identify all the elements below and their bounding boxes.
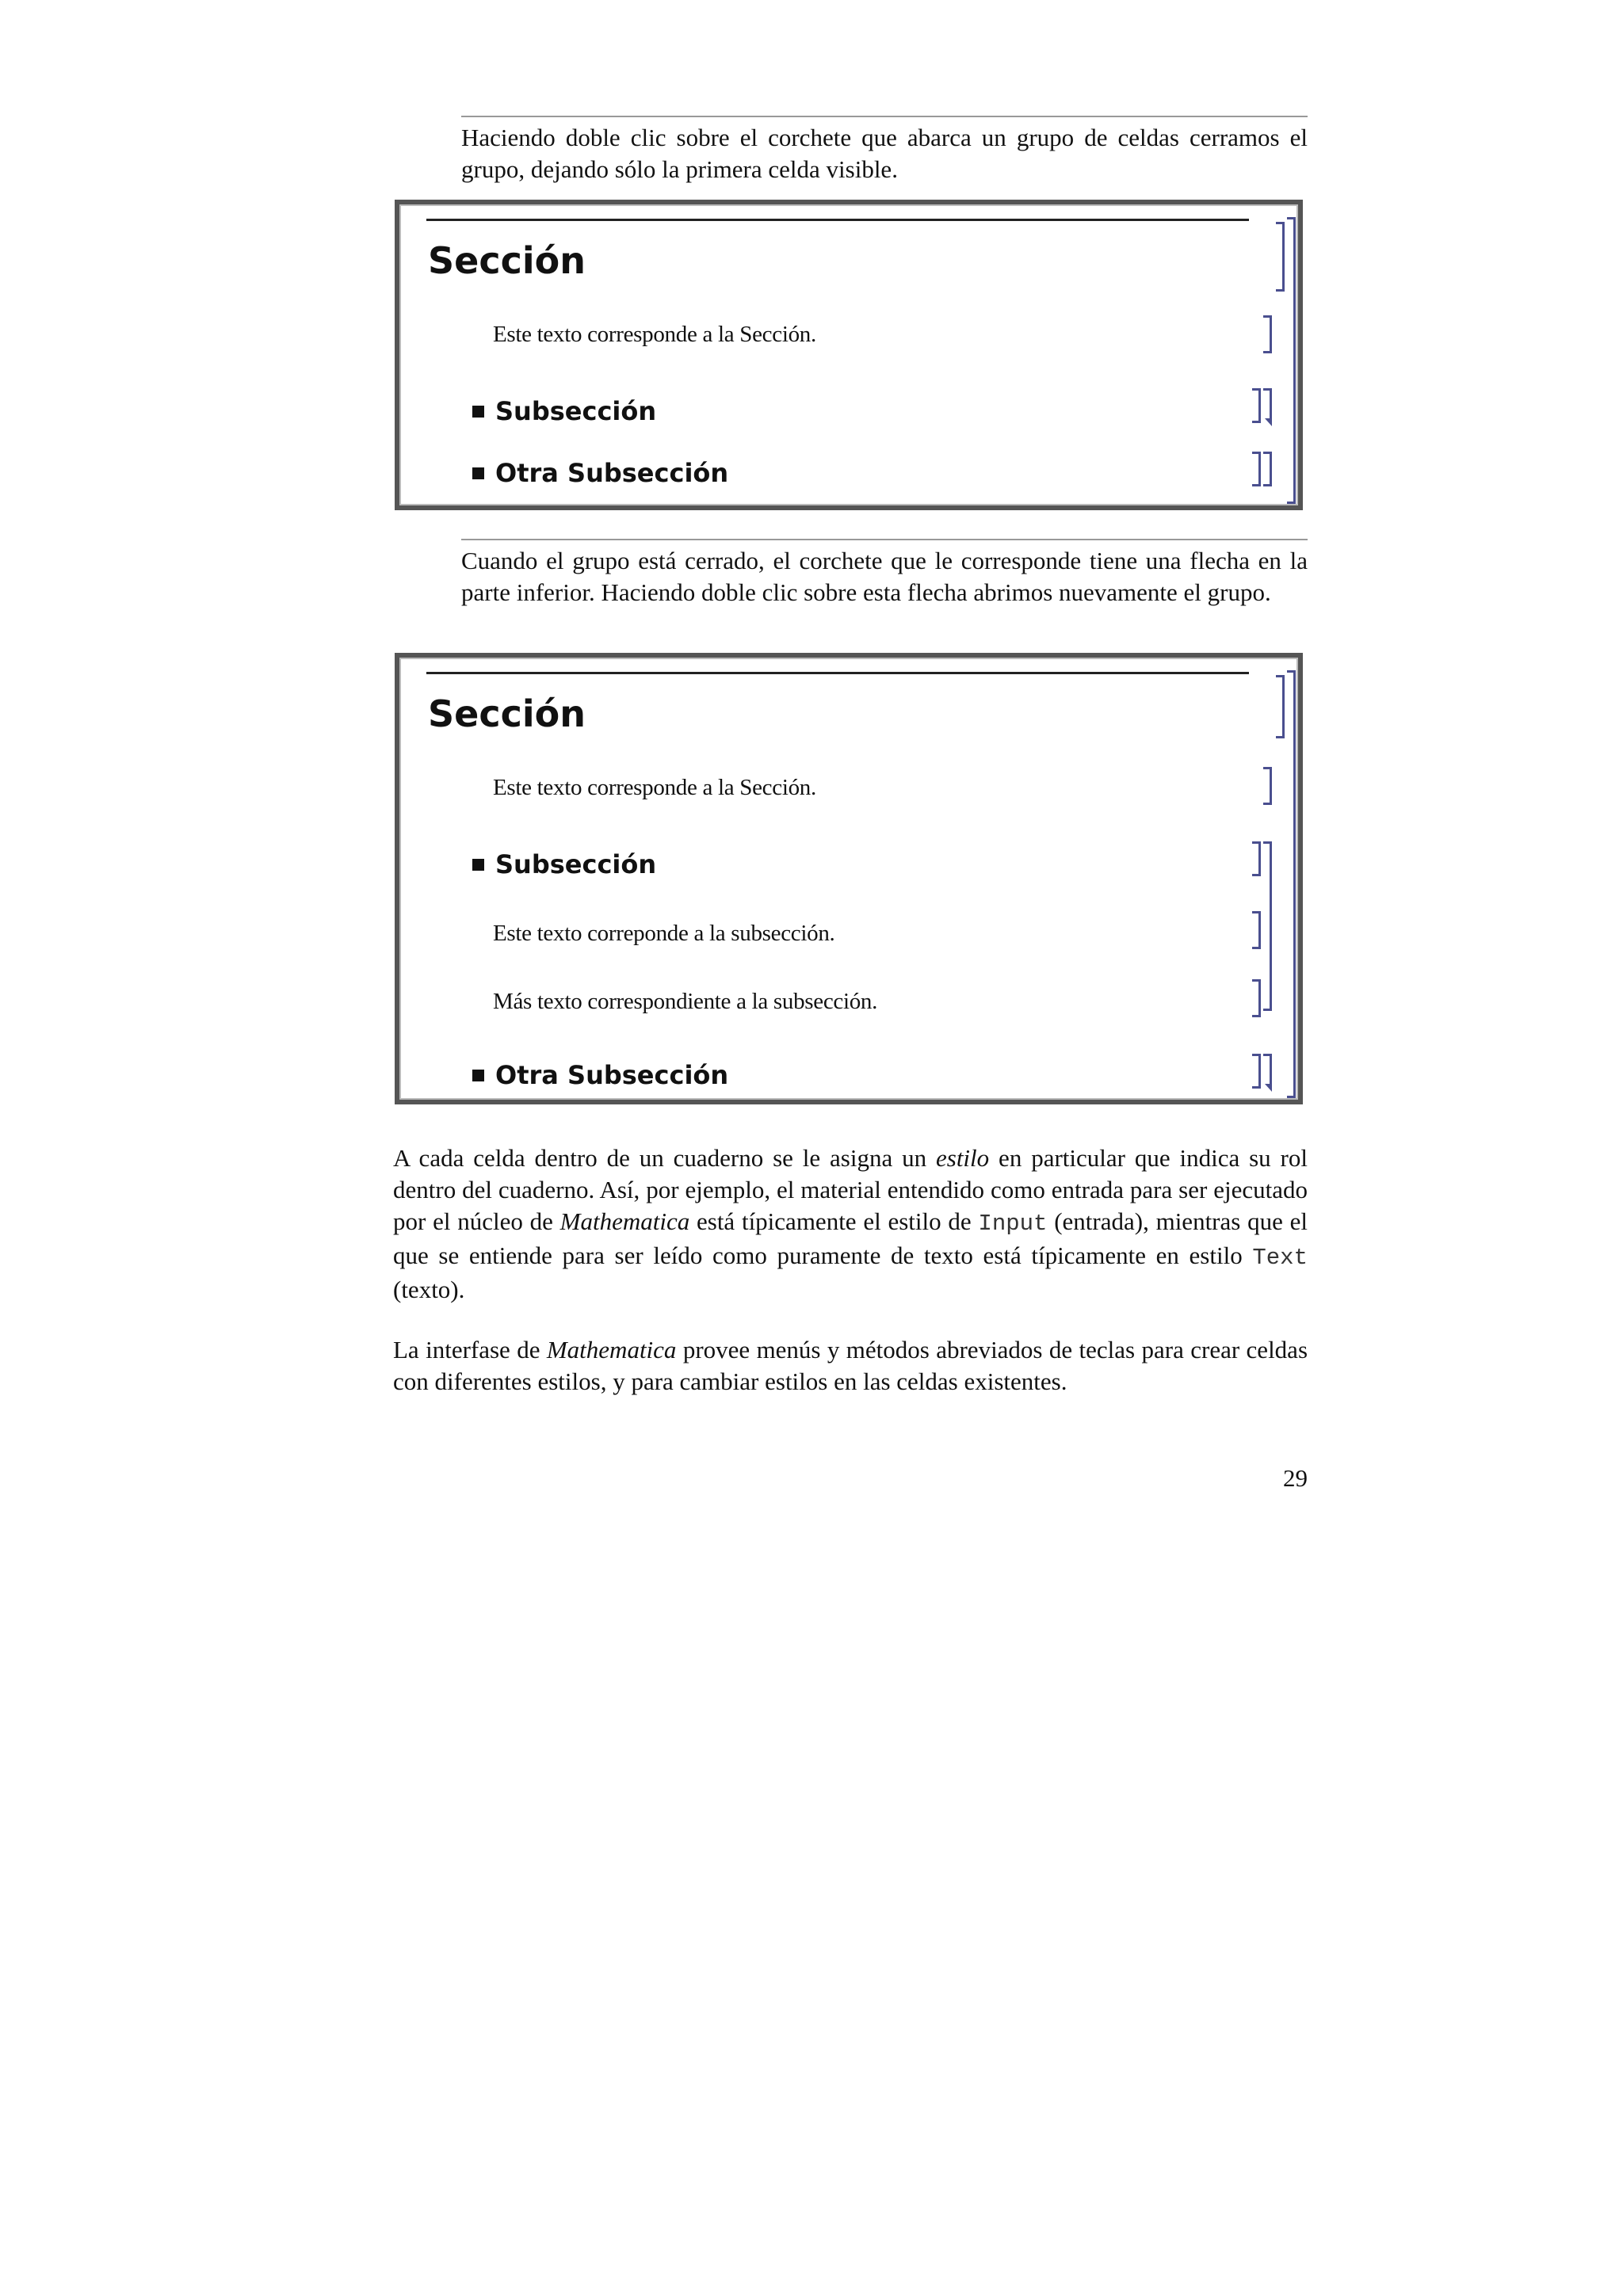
cell-bracket[interactable]	[1252, 911, 1261, 949]
cell-bracket[interactable]	[1263, 315, 1272, 353]
arrow-down-icon[interactable]	[1265, 418, 1272, 426]
text-cell[interactable]: Este texto corresponde a la Sección.	[493, 322, 816, 347]
notebook-window-closed-group	[395, 200, 1303, 510]
code-text: Text	[1252, 1245, 1308, 1271]
square-bullet-icon	[472, 406, 484, 418]
square-bullet-icon	[472, 1070, 484, 1081]
cell-bracket[interactable]	[1252, 452, 1261, 486]
subsection-cell[interactable]: Otra Subsección	[472, 1060, 728, 1090]
note-open-group: Cuando el grupo está cerrado, el corchete que le corresponde tiene una flecha en la parte inferior. Haciendo doble clic sobre esta flecha abrimos nuevamente el grupo.	[461, 539, 1308, 608]
group-bracket[interactable]	[1287, 670, 1296, 1098]
code-input: Input	[978, 1211, 1048, 1237]
square-bullet-icon	[472, 859, 484, 871]
cell-bracket[interactable]	[1263, 767, 1272, 805]
cell-bracket[interactable]	[1276, 675, 1285, 738]
section-rule	[426, 672, 1249, 674]
text-cell[interactable]: Este texto corresponde a la Sección.	[493, 775, 816, 800]
subsection-cell[interactable]: Subsección	[472, 849, 656, 879]
group-bracket[interactable]	[1263, 452, 1272, 486]
group-bracket[interactable]	[1287, 217, 1296, 504]
paragraph-interface: La interfase de Mathematica provee menús y métodos abreviados de teclas para crear celdas con diferentes estilos, y para cambiar estilos en las celdas existentes.	[393, 1336, 1308, 1395]
subsection-cell[interactable]: Subsección	[472, 396, 656, 426]
text-cell[interactable]: Este texto correponde a la subsección.	[493, 921, 835, 946]
page-number: 29	[1283, 1464, 1308, 1492]
cell-bracket[interactable]	[1252, 388, 1261, 423]
section-cell[interactable]: Sección	[428, 692, 586, 735]
subsection-cell[interactable]: Otra Subsección	[472, 458, 728, 488]
notebook-window-open-group	[395, 653, 1303, 1104]
cell-bracket[interactable]	[1252, 841, 1261, 876]
section-rule	[426, 219, 1249, 221]
paragraph-cell-styles: A cada celda dentro de un cuaderno se le asigna un estilo en particular que indica su rol dentro del cuaderno. Así, por ejemplo, el material entendido como entrada para ser ejecutado por el núcleo de Mathematica está típicamente el estilo de Input (entrada), mientras que el que se entiende para ser leído como puramente de texto está típicamente en estilo Text (texto).	[393, 1144, 1308, 1303]
note-closing-group: Haciendo doble clic sobre el corchete que abarca un grupo de celdas cerramos el grupo, dejando sólo la primera celda visible.	[461, 116, 1308, 185]
text-cell[interactable]: Más texto correspondiente a la subsección.	[493, 989, 878, 1014]
cell-bracket[interactable]	[1252, 1054, 1261, 1089]
arrow-down-icon[interactable]	[1265, 1084, 1272, 1092]
section-cell[interactable]: Sección	[428, 239, 586, 282]
cell-bracket[interactable]	[1276, 222, 1285, 292]
subsection-group-bracket[interactable]	[1263, 841, 1272, 1011]
cell-bracket[interactable]	[1252, 979, 1261, 1017]
square-bullet-icon	[472, 467, 484, 479]
